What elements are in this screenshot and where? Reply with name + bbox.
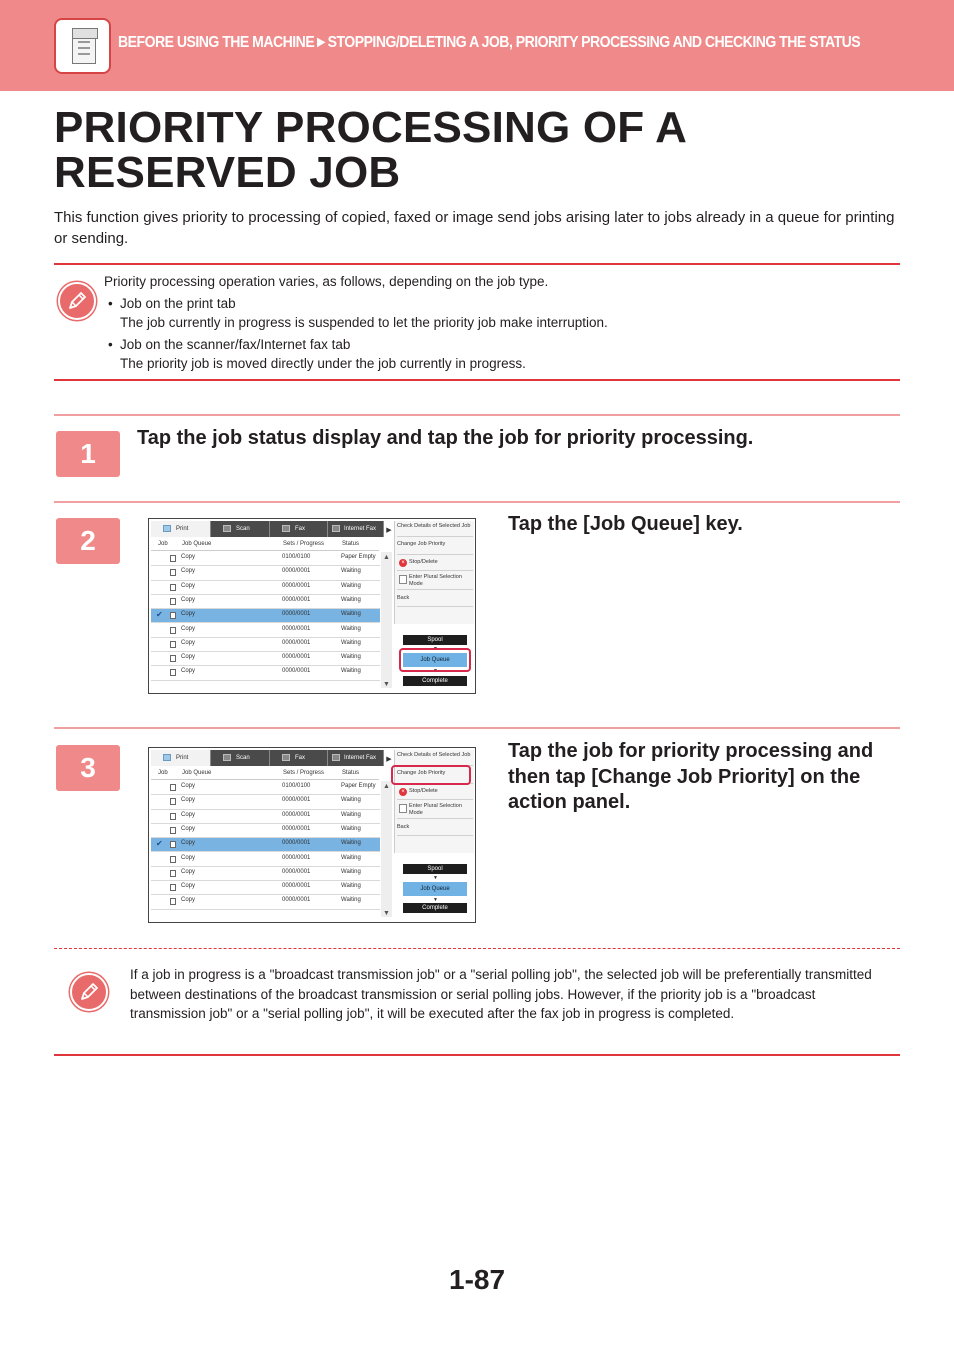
job-queue-highlight <box>399 648 471 672</box>
scrollbar[interactable] <box>381 552 392 688</box>
step-number: 2 <box>56 518 120 564</box>
job-status-screenshot <box>148 747 476 923</box>
tab-scan[interactable]: Scan <box>211 521 270 537</box>
action-change-job-priority[interactable]: Change Job Priority <box>397 770 473 784</box>
breadcrumb[interactable]: BEFORE USING THE MACHINE►STOPPING/DELETING A JOB, PRIORITY PROCESSING AND CHECKING THE STATUS <box>118 34 861 51</box>
list-header: Job Job Queue Sets / Progress Status <box>151 539 379 551</box>
arrow-down-icon: ▼ <box>433 875 438 881</box>
table-row[interactable]: Copy 0000/0001 Waiting <box>151 566 380 580</box>
table-row[interactable]: Copy 0000/0001 Waiting <box>151 867 380 881</box>
job-tabs <box>151 750 393 766</box>
job-status-screenshot <box>148 518 476 694</box>
action-back[interactable]: Back <box>397 595 473 607</box>
check-icon: ✔ <box>156 610 163 620</box>
panel-toggle-icon[interactable]: ▶ <box>384 523 394 539</box>
action-panel <box>394 521 474 624</box>
job-queue-button[interactable]: Job Queue <box>403 882 467 896</box>
arrow-down-icon: ▼ <box>433 668 438 674</box>
step-divider <box>54 414 900 416</box>
tab-print[interactable]: Print <box>151 521 211 537</box>
scrollbar[interactable] <box>381 781 392 917</box>
table-row[interactable]: Copy 0000/0001 Waiting <box>151 638 380 652</box>
tab-internet-fax[interactable]: Internet Fax <box>328 750 384 766</box>
note-item-title: • Job on the print tab <box>104 294 884 314</box>
arrow-down-icon: ▼ <box>433 646 438 652</box>
table-row[interactable]: Copy 0000/0001 Waiting <box>151 795 380 809</box>
action-stop-delete[interactable]: × Stop/Delete <box>397 559 473 571</box>
action-change-job-priority[interactable]: Change Job Priority <box>397 541 473 555</box>
table-row[interactable]: Copy 0100/0100 Paper Empty <box>151 781 380 795</box>
table-row[interactable]: Copy 0100/0100 Paper Empty <box>151 552 380 566</box>
note-lead: Priority processing operation varies, as follows, depending on the job type. <box>104 274 549 289</box>
change-job-priority-highlight <box>391 765 471 785</box>
tab-print[interactable]: Print <box>151 750 211 766</box>
spool-button[interactable]: Spool <box>403 864 467 874</box>
tab-fax[interactable]: Fax <box>270 521 328 537</box>
table-row-selected[interactable]: ✔ Copy 0000/0001 Waiting <box>151 609 380 623</box>
step-instruction: Tap the job status display and tap the job for priority processing. <box>137 427 754 449</box>
note-item-title: • Job on the scanner/fax/Internet fax tab <box>104 335 884 355</box>
scroll-down-icon: ▼ <box>383 910 390 917</box>
scroll-up-icon: ▲ <box>383 783 390 790</box>
checkbox-icon <box>399 575 407 584</box>
action-back[interactable]: Back <box>397 824 473 836</box>
action-check-details[interactable]: Check Details of Selected Job <box>397 752 473 766</box>
action-plural-selection[interactable]: Enter Plural Selection Mode <box>397 803 473 819</box>
copier-machine-icon <box>54 18 111 74</box>
complete-button[interactable]: Complete <box>403 903 467 913</box>
scroll-down-icon: ▼ <box>383 681 390 688</box>
pencil-icon <box>70 973 108 1011</box>
table-row-selected[interactable]: ✔ Copy 0000/0001 Waiting <box>151 838 380 852</box>
list-header: Job Job Queue Sets / Progress Status <box>151 768 379 780</box>
step-instruction: Tap the job for priority processing and then tap [Change Job Priority] on the action panel. <box>508 740 874 813</box>
arrow-down-icon: ▼ <box>433 897 438 903</box>
tab-internet-fax[interactable]: Internet Fax <box>328 521 384 537</box>
pencil-icon <box>58 282 96 320</box>
note-item-text: The priority job is moved directly under the job currently in progress. <box>120 356 526 371</box>
header-band <box>0 0 954 91</box>
page-title: PRIORITY PROCESSING OF A RESERVED JOB <box>54 103 686 197</box>
action-check-details[interactable]: Check Details of Selected Job <box>397 523 473 537</box>
close-icon: × <box>399 559 407 567</box>
table-row[interactable]: Copy 0000/0001 Waiting <box>151 853 380 867</box>
note-box-job-types <box>54 263 900 381</box>
panel-toggle-icon[interactable]: ▶ <box>384 752 394 768</box>
check-icon: ✔ <box>156 839 163 849</box>
spool-button[interactable]: Spool <box>403 635 467 645</box>
table-row[interactable]: Copy 0000/0001 Waiting <box>151 895 380 909</box>
job-tabs <box>151 521 393 537</box>
tab-fax[interactable]: Fax <box>270 750 328 766</box>
action-stop-delete[interactable]: × Stop/Delete <box>397 788 473 800</box>
intro-paragraph: This function gives priority to processing of copied, faxed or image send jobs arising later to jobs already in a queue for printing or sending. <box>54 209 895 247</box>
table-row[interactable]: Copy 0000/0001 Waiting <box>151 881 380 895</box>
step-divider <box>54 501 900 503</box>
page-number: 1-87 <box>449 1264 506 1295</box>
action-plural-selection[interactable]: Enter Plural Selection Mode <box>397 574 473 590</box>
scroll-up-icon: ▲ <box>383 554 390 561</box>
complete-button[interactable]: Complete <box>403 676 467 686</box>
step-number: 3 <box>56 745 120 791</box>
step-divider <box>54 727 900 729</box>
job-queue-button[interactable]: Job Queue <box>403 653 467 667</box>
table-row[interactable]: Copy 0000/0001 Waiting <box>151 581 380 595</box>
table-row[interactable]: Copy 0000/0001 Waiting <box>151 824 380 838</box>
note-text: If a job in progress is a "broadcast transmission job" or a "serial polling job", the selected job will be preferentially transmitted between destinations of the broadcast transmission or serial polling jobs. However, if the priority job is a "broadcast transmission job" or a "serial polling job", it will be executed after the fax job in progress is completed. <box>130 967 872 1021</box>
step-number: 1 <box>56 431 120 477</box>
table-row[interactable]: Copy 0000/0001 Waiting <box>151 595 380 609</box>
tab-scan[interactable]: Scan <box>211 750 270 766</box>
step-instruction: Tap the [Job Queue] key. <box>508 513 743 535</box>
table-row[interactable]: Copy 0000/0001 Waiting <box>151 652 380 666</box>
close-icon: × <box>399 788 407 796</box>
checkbox-icon <box>399 804 407 813</box>
table-row[interactable]: Copy 0000/0001 Waiting <box>151 624 380 638</box>
table-row[interactable]: Copy 0000/0001 Waiting <box>151 666 380 680</box>
note-item-text: The job currently in progress is suspended to let the priority job make interruption. <box>120 315 608 330</box>
note-box-broadcast <box>54 948 900 1056</box>
table-row[interactable]: Copy 0000/0001 Waiting <box>151 810 380 824</box>
